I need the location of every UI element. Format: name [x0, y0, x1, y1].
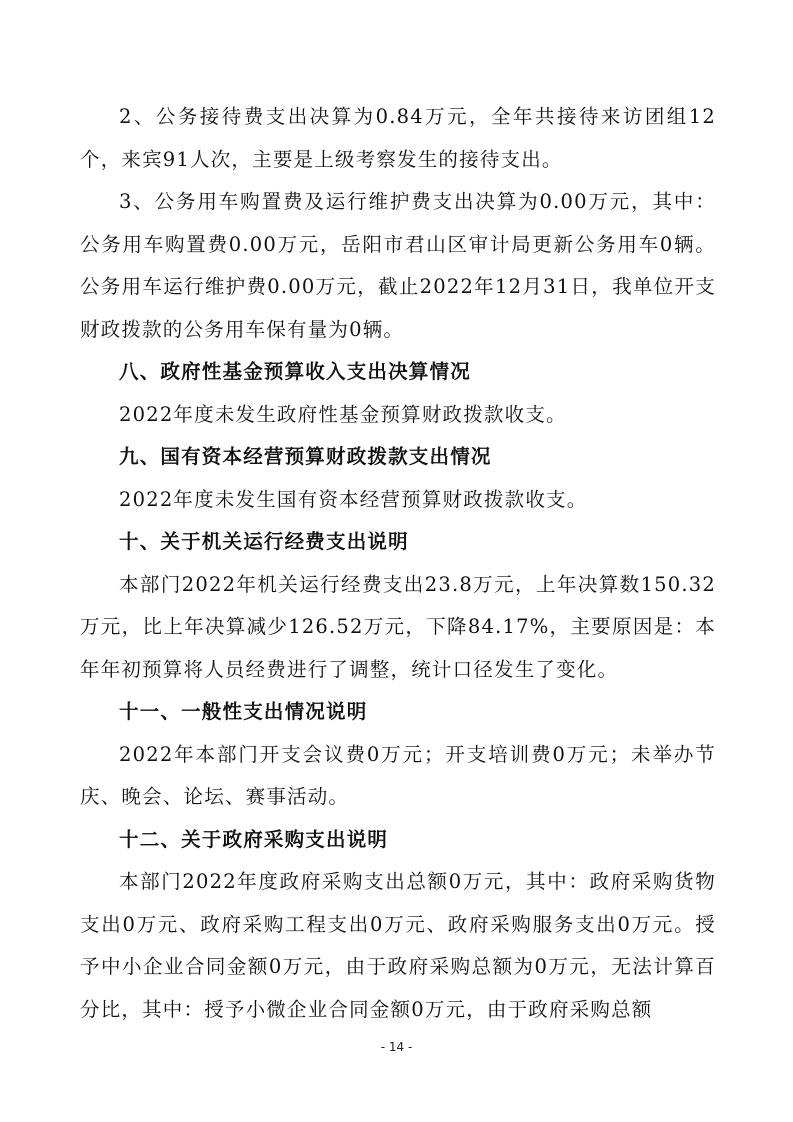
document-body [80, 96, 716, 1031]
paragraph-state-capital: 2022年度未发生国有资本经营预算财政拨款收支。 [119, 487, 588, 511]
paragraph-reception-expense: 2、公务接待费支出决算为0.84万元，全年共接待来访团组12个，来宾91人次，主要是上级考察发生的接待支出。 [80, 105, 716, 171]
section-heading-procurement: 十二、关于政府采购支出说明 [119, 827, 389, 851]
paragraph-government-fund: 2022年度未发生政府性基金预算财政拨款收支。 [119, 402, 567, 426]
section-heading-government-fund: 八、政府性基金预算收入支出决算情况 [119, 360, 471, 383]
paragraph-operating-expense: 本部门2022年机关运行经费支出23.8万元，上年决算数150.32万元，比上年决算减少126.52万元，下降84.17%，主要原因是：本年年初预算将人员经费进行了调整，统计口径发生了变化。 [80, 572, 716, 681]
paragraph-general-expense: 2022年本部门开支会议费0万元；开支培训费0万元；未举办节庆、晚会、论坛、赛事活动。 [80, 742, 716, 808]
page-number: - 14 - [380, 1040, 413, 1054]
section-heading-state-capital: 九、国有资本经营预算财政拨款支出情况 [119, 445, 492, 468]
paragraph-procurement: 本部门2022年度政府采购支出总额0万元，其中：政府采购货物支出0万元、政府采购工程支出0万元、政府采购服务支出0万元。授予中小企业合同金额0万元，由于政府采购总额为0万元，无法计算百分比，其中：授予小微企业合同金额0万元，由于政府采购总额 [80, 870, 716, 1021]
section-heading-general-expense: 十一、一般性支出情况说明 [119, 700, 368, 723]
section-heading-operating-expense: 十、关于机关运行经费支出说明 [119, 530, 409, 553]
paragraph-vehicle-expense: 3、公务用车购置费及运行维护费支出决算为0.00万元，其中：公务用车购置费0.00万元，岳阳市君山区审计局更新公务用车0辆。公务用车运行维护费0.00万元，截止2022年12月31日，我单位开支财政拨款的公务用车保有量为0辆。 [80, 190, 716, 341]
